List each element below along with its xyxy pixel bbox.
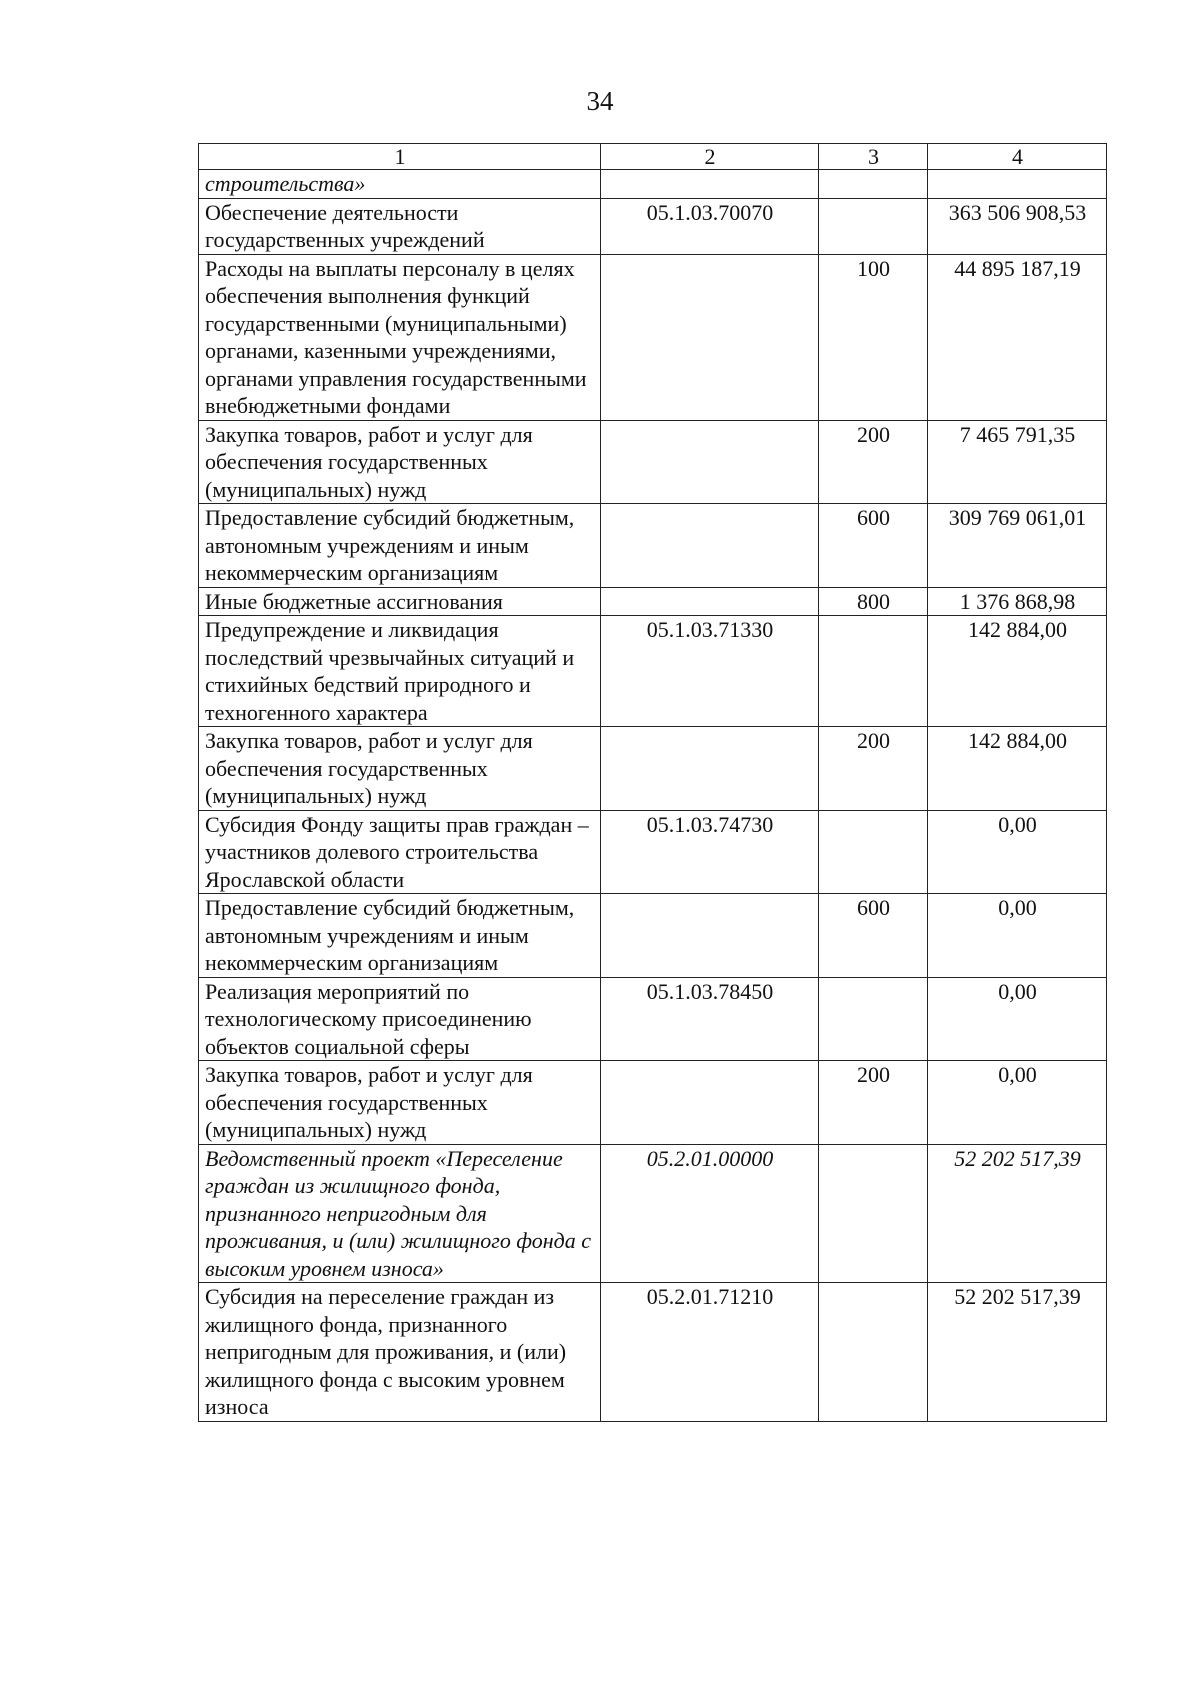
- target-code-cell: [601, 1061, 819, 1145]
- amount-cell: [928, 170, 1107, 199]
- expense-name-cell: Ведомственный проект «Переселение граждан из жилищного фонда, признанного непригодным для проживания, и (или) жилищного фонда с высоким уровнем износа»: [199, 1144, 601, 1283]
- column-header-4: 4: [928, 144, 1107, 170]
- expense-type-cell: [819, 977, 928, 1061]
- expense-name-cell: Обеспечение деятельности государственных учреждений: [199, 198, 601, 254]
- column-header-3: 3: [819, 144, 928, 170]
- expense-name-cell: Закупка товаров, работ и услуг для обеспечения государственных (муниципальных) нужд: [199, 1061, 601, 1145]
- target-code-cell: 05.1.03.78450: [601, 977, 819, 1061]
- target-code-cell: [601, 170, 819, 199]
- expense-name-cell: Предупреждение и ликвидация последствий чрезвычайных ситуаций и стихийных бедствий природного и техногенного характера: [199, 616, 601, 727]
- expense-type-cell: [819, 198, 928, 254]
- expense-type-cell: [819, 170, 928, 199]
- amount-cell: 44 895 187,19: [928, 254, 1107, 420]
- amount-cell: 1 376 868,98: [928, 587, 1107, 616]
- expense-name-cell: Субсидия на переселение граждан из жилищного фонда, признанного непригодным для проживания, и (или) жилищного фонда с высоким уровнем износа: [199, 1283, 601, 1422]
- table-row: [199, 198, 1107, 254]
- target-code-cell: 05.1.03.71330: [601, 616, 819, 727]
- target-code-cell: [601, 894, 819, 978]
- expense-name-cell: Предоставление субсидий бюджетным, автономным учреждениям и иным некоммерческим организациям: [199, 894, 601, 978]
- target-code-cell: [601, 504, 819, 588]
- expense-name-cell: Иные бюджетные ассигнования: [199, 587, 601, 616]
- expense-name-cell: Закупка товаров, работ и услуг для обеспечения государственных (муниципальных) нужд: [199, 420, 601, 504]
- table-row: [199, 1144, 1107, 1283]
- target-code-cell: 05.1.03.70070: [601, 198, 819, 254]
- amount-cell: 363 506 908,53: [928, 198, 1107, 254]
- expense-name-cell: Предоставление субсидий бюджетным, автономным учреждениям и иным некоммерческим организациям: [199, 504, 601, 588]
- expense-type-cell: [819, 1144, 928, 1283]
- target-code-cell: 05.2.01.00000: [601, 1144, 819, 1283]
- expense-type-cell: 200: [819, 1061, 928, 1145]
- amount-cell: 309 769 061,01: [928, 504, 1107, 588]
- table-header-row: [199, 144, 1107, 170]
- expense-type-cell: [819, 810, 928, 894]
- table-row: [199, 727, 1107, 811]
- table-row: [199, 894, 1107, 978]
- target-code-cell: [601, 727, 819, 811]
- table-row: [199, 420, 1107, 504]
- target-code-cell: 05.1.03.74730: [601, 810, 819, 894]
- expense-type-cell: 200: [819, 727, 928, 811]
- table-row: [199, 254, 1107, 420]
- expense-type-cell: [819, 616, 928, 727]
- table-row: [199, 504, 1107, 588]
- table-row: [199, 1061, 1107, 1145]
- table-row: [199, 977, 1107, 1061]
- amount-cell: 7 465 791,35: [928, 420, 1107, 504]
- amount-cell: 0,00: [928, 977, 1107, 1061]
- expense-type-cell: 600: [819, 504, 928, 588]
- table-row: [199, 810, 1107, 894]
- target-code-cell: [601, 420, 819, 504]
- expense-name-cell: Закупка товаров, работ и услуг для обеспечения государственных (муниципальных) нужд: [199, 727, 601, 811]
- budget-table: [198, 143, 1107, 1422]
- target-code-cell: [601, 254, 819, 420]
- amount-cell: 52 202 517,39: [928, 1283, 1107, 1422]
- amount-cell: 0,00: [928, 894, 1107, 978]
- expense-type-cell: 800: [819, 587, 928, 616]
- amount-cell: 0,00: [928, 810, 1107, 894]
- column-header-2: 2: [601, 144, 819, 170]
- table-row: [199, 587, 1107, 616]
- target-code-cell: 05.2.01.71210: [601, 1283, 819, 1422]
- expense-type-cell: 600: [819, 894, 928, 978]
- expense-type-cell: 100: [819, 254, 928, 420]
- page-number: 34: [586, 86, 614, 116]
- table-row: [199, 170, 1107, 199]
- table-row: [199, 1283, 1107, 1422]
- expense-type-cell: [819, 1283, 928, 1422]
- amount-cell: 0,00: [928, 1061, 1107, 1145]
- expense-name-cell: Субсидия Фонду защиты прав граждан – участников долевого строительства Ярославской области: [199, 810, 601, 894]
- expense-name-cell: Расходы на выплаты персоналу в целях обеспечения выполнения функций государственными (муниципальными) органами, казенными учреждениями, органами управления государственными внебюджетными фондами: [199, 254, 601, 420]
- target-code-cell: [601, 587, 819, 616]
- table-row: [199, 616, 1107, 727]
- column-header-1: 1: [199, 144, 601, 170]
- amount-cell: 142 884,00: [928, 616, 1107, 727]
- table-body: [199, 144, 1107, 1422]
- expense-type-cell: 200: [819, 420, 928, 504]
- expense-name-cell: строительства»: [199, 170, 601, 199]
- amount-cell: 142 884,00: [928, 727, 1107, 811]
- expense-name-cell: Реализация мероприятий по технологическому присоединению объектов социальной сферы: [199, 977, 601, 1061]
- amount-cell: 52 202 517,39: [928, 1144, 1107, 1283]
